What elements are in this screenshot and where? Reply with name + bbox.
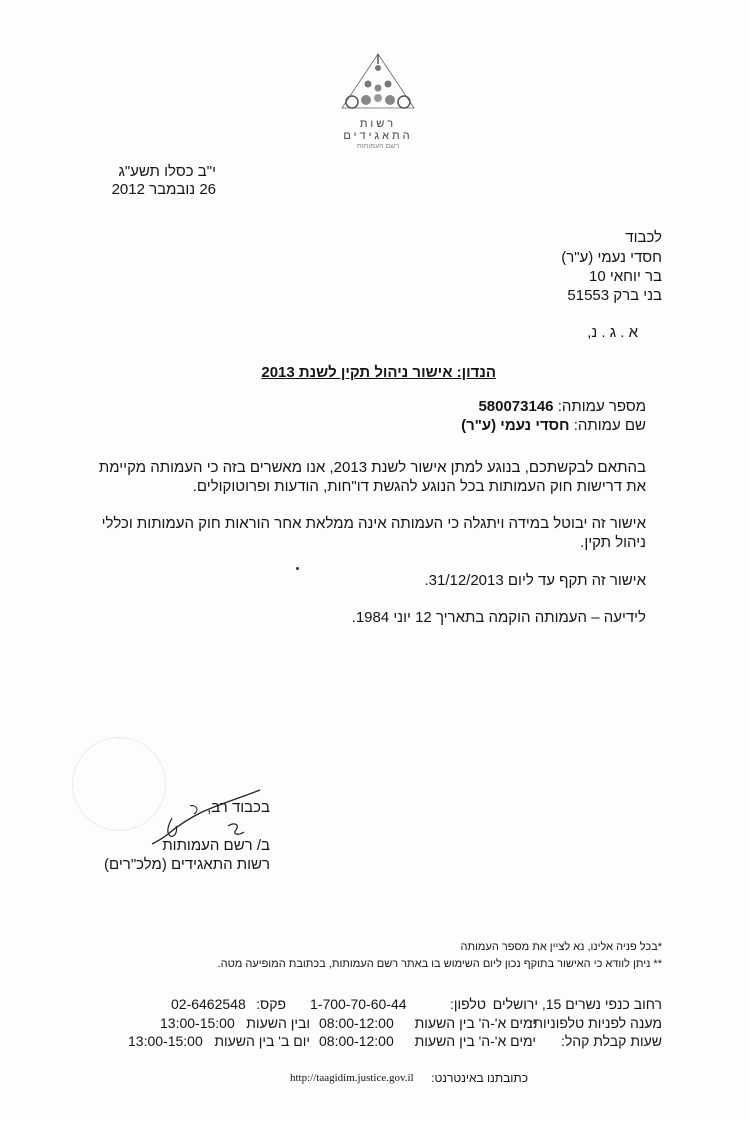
org-name-label: שם עמותה: [573, 417, 646, 434]
speck-mark [296, 567, 299, 570]
website-url-link[interactable]: http://taagidim.justice.gov.il [290, 1072, 414, 1084]
recipient-name: חסדי נעמי (ע"ר) [561, 249, 662, 266]
org-name-row [461, 417, 646, 434]
hebrew-date: י"ב כסלו תשע"ג [118, 163, 216, 180]
recipient-street: בר יוחאי 10 [589, 268, 662, 285]
phone-hours-days: ימים א'-ה' בין השעות [414, 1015, 536, 1031]
org-number: 580073146 [478, 398, 554, 415]
signature-by: ב/ רשם העמותות [162, 837, 270, 854]
phone-hours-time-2: 13:00-15:00 [160, 1015, 235, 1031]
signature-authority: רשות התאגידים (מלכ"רים) [104, 856, 270, 873]
website-label: כתובתנו באינטרנט: [431, 1071, 528, 1085]
org-number-row [478, 398, 646, 415]
org-name: חסדי נעמי (ע"ר) [461, 417, 570, 434]
recipient-salutation: לכבוד [625, 229, 662, 246]
subject-line [200, 364, 496, 381]
contact-fax: 02-6462548 [171, 996, 246, 1012]
footnote-2: ** ניתן לוודא כי האישור בתוקף נכון ליום השימוש בו באתר רשם העמותות, בכתובת המופיעה מטה. [217, 958, 662, 970]
footnote-1: *בכל פניה אלינו, נא לציין את מספר העמותה [460, 941, 662, 953]
org-number-label: מספר עמותה: [557, 398, 646, 415]
body-paragraph-4: לידיעה – העמותה הוקמה בתאריך 12 יוני 1984. [351, 609, 646, 626]
recipient-city: בני ברק 51553 [567, 287, 662, 304]
subject-label: הנדון: [456, 364, 496, 381]
body-paragraph-2-line-1: אישור זה יבוטל במידה ויתגלה כי העמותה אינה ממלאת אחר הוראות חוק העמותות וכללי [101, 515, 646, 532]
body-paragraph-1-line-2: את דרישות חוק העמותות בכל הנוגע להגשת דו"חות, הודעות ופרוטוקולים. [192, 478, 646, 495]
public-hours-time-2: 13:00-15:00 [128, 1033, 203, 1049]
signature-closing: בכבוד רב, [207, 799, 270, 816]
contact-fax-label: פקס: [256, 996, 286, 1012]
public-hours-label: שעות קבלת קהל: [560, 1033, 662, 1049]
phone-hours-label: מענה לפניות טלפוניות: [529, 1015, 662, 1031]
public-hours-days: ימים א'-ה' בין השעות [414, 1033, 536, 1049]
greeting: א . ג . נ, [587, 324, 638, 341]
contact-address: רחוב כנפי נשרים 15, ירושלים [492, 996, 662, 1012]
body-paragraph-1-line-1: בהתאם לבקשתכם, בנוגע למתן אישור לשנת 2013, אנו מאשרים בזה כי העמותה מקיימת [98, 459, 646, 476]
public-hours-day-b: יום ב' בין השעות [214, 1033, 310, 1049]
logo-text-line2: התאגידים [343, 130, 413, 142]
gregorian-date: 26 נובמבר 2012 [111, 181, 216, 198]
body-paragraph-3: אישור זה תקף עד ליום 31/12/2013. [424, 572, 646, 589]
phone-hours-time-1: 08:00-12:00 [319, 1015, 394, 1031]
contact-phone: 1-700-70-60-44 [310, 996, 407, 1012]
subject-text: אישור ניהול תקין לשנת 2013 [261, 364, 453, 381]
body-paragraph-2-line-2: ניהול תקין. [580, 534, 646, 551]
contact-phone-label: טלפון: [450, 996, 486, 1012]
public-hours-time-1: 08:00-12:00 [319, 1033, 394, 1049]
logo-text-line3: רשם העמותות [356, 143, 400, 150]
phone-hours-and: ובין השעות [246, 1015, 310, 1031]
logo-text-line1: רשות [359, 118, 397, 130]
